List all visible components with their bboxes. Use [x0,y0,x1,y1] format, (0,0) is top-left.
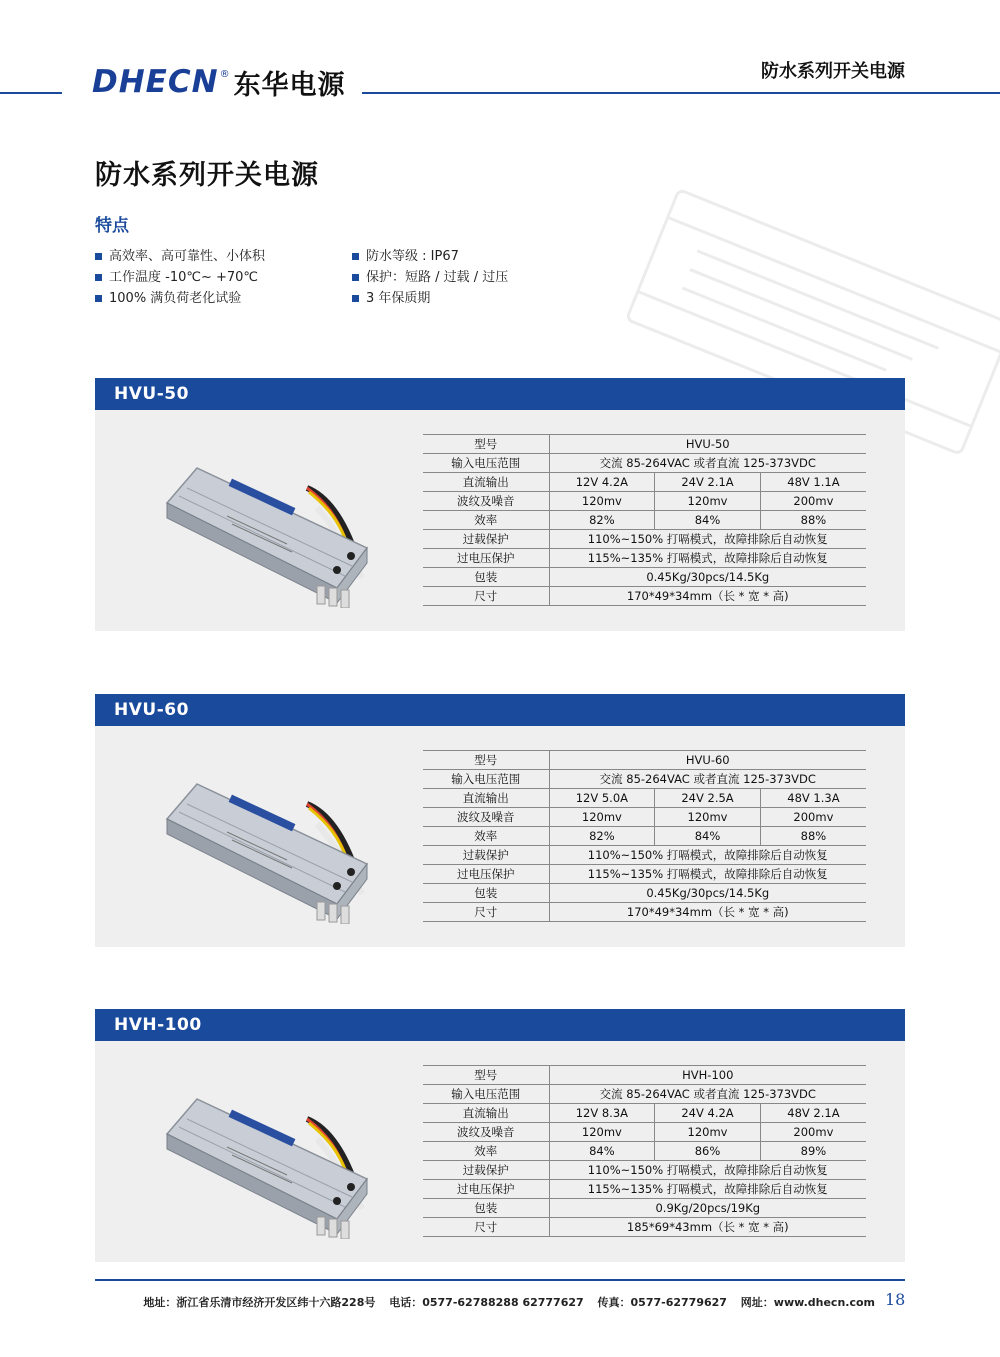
footer-fax: 传真：0577-62779627 [597,1296,727,1309]
table-row [423,1104,866,1123]
spec-value-cell: 170*49*34mm（长 * 宽 * 高) [549,587,866,606]
table-row [423,1123,866,1142]
table-row [423,789,866,808]
spec-label-cell: 输入电压范围 [423,770,549,789]
feature-item: 100% 满负荷老化试验 [95,288,265,309]
spec-label-cell: 直流输出 [423,789,549,808]
footer-rule [95,1279,905,1281]
features-list-left [95,246,265,309]
table-row [423,770,866,789]
power-supply-image [157,764,377,924]
spec-value-cell: 110%~150% 打嗝模式，故障排除后自动恢复 [549,530,866,549]
spec-value-cell: HVU-60 [549,751,866,770]
spec-label-cell: 波纹及噪音 [423,492,549,511]
page-title: 防水系列开关电源 [95,160,319,191]
spec-label-cell: 尺寸 [423,903,549,922]
spec-value-cell: 12V 8.3A [549,1104,655,1123]
spec-value-cell: 115%~135% 打嗝模式，故障排除后自动恢复 [549,1180,866,1199]
bullet-square-icon [95,274,102,281]
bullet-square-icon [352,253,359,260]
spec-label-cell: 包装 [423,884,549,903]
spec-label-cell: 效率 [423,1142,549,1161]
table-row [423,865,866,884]
product-section-hvu-50 [95,378,905,631]
table-row [423,454,866,473]
spec-value-cell: 88% [760,827,866,846]
table-row [423,808,866,827]
spec-label-cell: 包装 [423,568,549,587]
spec-value-cell: 0.45Kg/30pcs/14.5Kg [549,568,866,587]
footer-phone: 电话：0577-62788288 62777627 [389,1296,584,1309]
power-supply-image [157,1079,377,1239]
spec-value-cell: 24V 2.1A [655,473,761,492]
spec-value-cell: 110%~150% 打嗝模式，故障排除后自动恢复 [549,1161,866,1180]
header-section-title: 防水系列开关电源 [761,61,905,82]
spec-value-cell: 交流 85-264VAC 或者直流 125-373VDC [549,454,866,473]
spec-table [423,1065,866,1237]
table-row [423,1085,866,1104]
spec-value-cell: HVH-100 [549,1066,866,1085]
power-supply-image [157,448,377,608]
spec-label-cell: 型号 [423,751,549,770]
spec-value-cell: 185*69*43mm（长 * 宽 * 高) [549,1218,866,1237]
spec-value-cell: 120mv [655,1123,761,1142]
spec-value-cell: 12V 4.2A [549,473,655,492]
spec-value-cell: 12V 5.0A [549,789,655,808]
product-title-bar: HVU-50 [95,378,905,410]
spec-label-cell: 过载保护 [423,1161,549,1180]
table-row [423,530,866,549]
spec-label-cell: 效率 [423,511,549,530]
table-row [423,903,866,922]
table-row [423,549,866,568]
spec-value-cell: 120mv [655,492,761,511]
table-row [423,473,866,492]
spec-value-cell: 115%~135% 打嗝模式，故障排除后自动恢复 [549,549,866,568]
spec-value-cell: 48V 1.3A [760,789,866,808]
brand-logo [92,62,346,102]
logo-en-text: DHECN [92,64,219,100]
spec-value-cell: 115%~135% 打嗝模式，故障排除后自动恢复 [549,865,866,884]
table-row [423,1180,866,1199]
spec-value-cell: 84% [549,1142,655,1161]
table-row [423,1142,866,1161]
feature-item: 防水等级 : IP67 [352,246,508,267]
spec-table [423,434,866,606]
table-row [423,511,866,530]
product-panel [95,1041,905,1262]
spec-label-cell: 波纹及噪音 [423,808,549,827]
product-panel [95,726,905,947]
spec-value-cell: 86% [655,1142,761,1161]
spec-label-cell: 过载保护 [423,530,549,549]
bullet-square-icon [352,274,359,281]
spec-value-cell: 120mv [655,808,761,827]
spec-label-cell: 包装 [423,1199,549,1218]
spec-label-cell: 过电压保护 [423,549,549,568]
header-rule-left [0,92,62,94]
logo-cn-text: 东华电源 [233,69,346,101]
spec-value-cell: 48V 1.1A [760,473,866,492]
spec-value-cell: 82% [549,511,655,530]
table-row [423,435,866,454]
spec-value-cell: 89% [760,1142,866,1161]
spec-label-cell: 输入电压范围 [423,1085,549,1104]
features-list-right [352,246,508,309]
bullet-square-icon [95,253,102,260]
spec-value-cell: 交流 85-264VAC 或者直流 125-373VDC [549,770,866,789]
spec-label-cell: 型号 [423,435,549,454]
table-row [423,846,866,865]
spec-label-cell: 波纹及噪音 [423,1123,549,1142]
feature-item: 高效率、高可靠性、小体积 [95,246,265,267]
spec-value-cell: 24V 2.5A [655,789,761,808]
spec-value-cell: 200mv [760,808,866,827]
spec-label-cell: 直流输出 [423,1104,549,1123]
spec-value-cell: HVU-50 [549,435,866,454]
spec-value-cell: 84% [655,511,761,530]
feature-item: 工作温度 -10℃~ +70℃ [95,267,265,288]
spec-value-cell: 110%~150% 打嗝模式，故障排除后自动恢复 [549,846,866,865]
spec-value-cell: 120mv [549,808,655,827]
spec-value-cell: 0.9Kg/20pcs/19Kg [549,1199,866,1218]
table-row [423,492,866,511]
product-title-bar: HVU-60 [95,694,905,726]
feature-item: 3 年保质期 [352,288,508,309]
spec-value-cell: 170*49*34mm（长 * 宽 * 高) [549,903,866,922]
spec-value-cell: 88% [760,511,866,530]
spec-value-cell: 200mv [760,492,866,511]
feature-item: 保护：短路 / 过载 / 过压 [352,267,508,288]
table-row [423,587,866,606]
spec-value-cell: 200mv [760,1123,866,1142]
table-row [423,884,866,903]
spec-label-cell: 过电压保护 [423,865,549,884]
spec-value-cell: 48V 2.1A [760,1104,866,1123]
spec-label-cell: 过电压保护 [423,1180,549,1199]
spec-value-cell: 82% [549,827,655,846]
table-row [423,1218,866,1237]
page-number: 18 [885,1290,906,1309]
spec-value-cell: 120mv [549,492,655,511]
spec-label-cell: 型号 [423,1066,549,1085]
product-title-bar: HVH-100 [95,1009,905,1041]
spec-label-cell: 尺寸 [423,1218,549,1237]
spec-value-cell: 0.45Kg/30pcs/14.5Kg [549,884,866,903]
product-panel [95,410,905,631]
spec-label-cell: 输入电压范围 [423,454,549,473]
spec-label-cell: 过载保护 [423,846,549,865]
spec-value-cell: 84% [655,827,761,846]
bullet-square-icon [352,295,359,302]
spec-table [423,750,866,922]
table-row [423,1199,866,1218]
footer-contact [133,1294,875,1310]
spec-value-cell: 24V 4.2A [655,1104,761,1123]
spec-label-cell: 尺寸 [423,587,549,606]
spec-label-cell: 直流输出 [423,473,549,492]
spec-label-cell: 效率 [423,827,549,846]
bullet-square-icon [95,295,102,302]
table-row [423,568,866,587]
footer-address: 地址：浙江省乐清市经济开发区纬十六路228号 [143,1296,376,1309]
footer-website: 网址：www.dhecn.com [740,1296,875,1309]
spec-value-cell: 120mv [549,1123,655,1142]
spec-value-cell: 交流 85-264VAC 或者直流 125-373VDC [549,1085,866,1104]
features-heading: 特点 [95,216,129,236]
product-section-hvh-100 [95,1009,905,1262]
product-section-hvu-60 [95,694,905,947]
header-rule-right [362,92,1000,94]
table-row [423,1066,866,1085]
table-row [423,751,866,770]
table-row [423,1161,866,1180]
registered-mark: ® [219,68,230,80]
table-row [423,827,866,846]
